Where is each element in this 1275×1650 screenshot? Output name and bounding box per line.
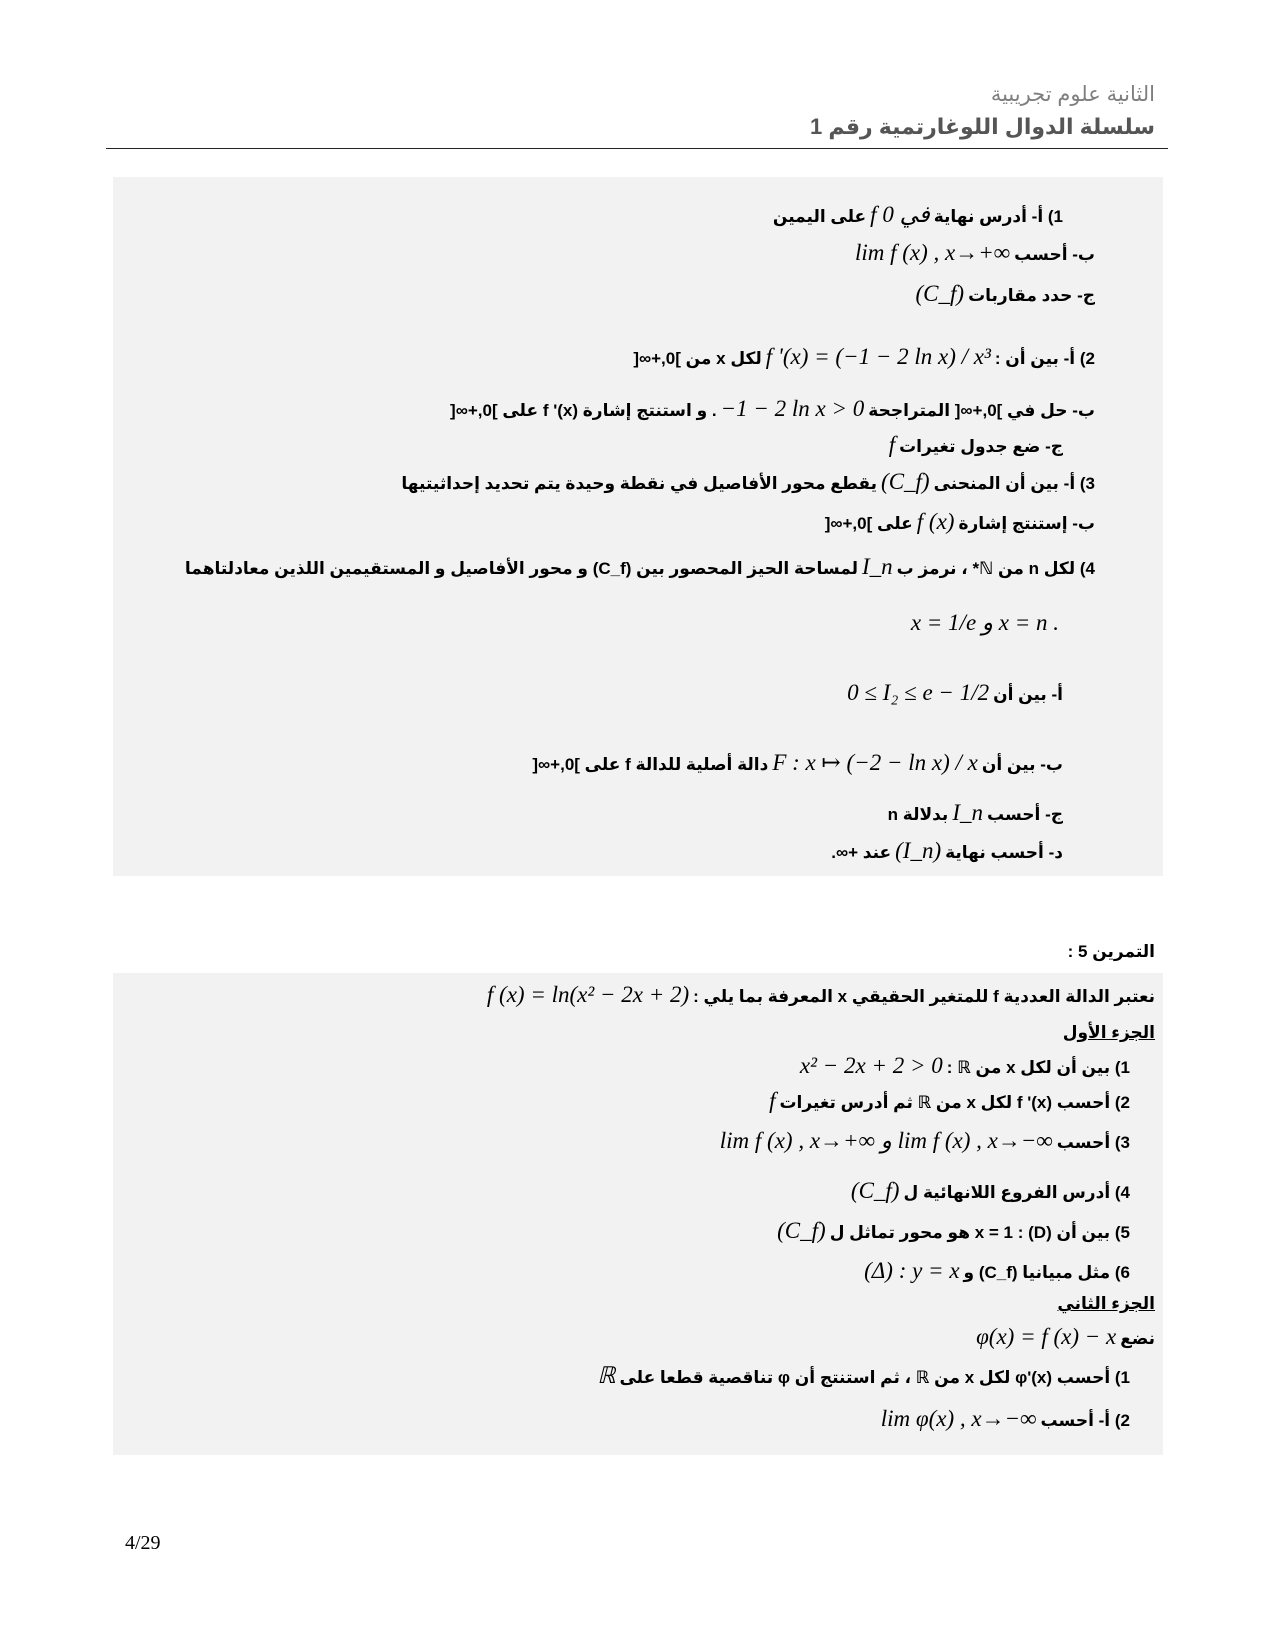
question-line: 5) بين أن (D) : x = 1 هو محور تماثل ل(C_f) bbox=[777, 1218, 1130, 1243]
question-line: x = 1/e و x = n . bbox=[910, 610, 1059, 635]
document-title: سلسلة الدوال اللوغارتمية رقم 1 bbox=[809, 114, 1155, 139]
header-divider bbox=[106, 148, 1168, 149]
question-line: ب- حل في ]0,+∞[ المتراجحة−1 − 2 ln x > 0. و استنتج إشارة f '(x) على ]0,+∞[ bbox=[450, 396, 1095, 421]
question-line: ج- حدد مقاربات(C_f) bbox=[915, 281, 1095, 306]
question-line: أ- بين أن0 ≤ I₂ ≤ e − 1/2 bbox=[847, 680, 1063, 705]
question-line: 3) أ- بين أن المنحنى(C_f)يقطع محور الأفاصيل في نقطة وحيدة يتم تحديد إحداثيتيها bbox=[401, 469, 1095, 494]
question-line: 2) أحسب f '(x) لكل x من ℝ ثم أدرس تغيراتf bbox=[769, 1088, 1130, 1113]
question-line: 4) لكل n من ℕ* ، نرمز بI_nلمساحة الحيز المحصور بين (C_f) و محور الأفاصيل و المستقيمين اللذين معادلتاهما bbox=[184, 554, 1095, 579]
question-line: ب- أحسبlim f (x) , x→+∞ bbox=[854, 240, 1095, 265]
exercise-title: التمرين 5 : bbox=[1067, 942, 1155, 961]
question-line: ج- ضع جدول تغيراتf bbox=[888, 432, 1063, 457]
exercise-intro: نعتبر الدالة العددية f للمتغير الحقيقي x المعرفة بما يلي :f (x) = ln(x² − 2x + 2) bbox=[486, 982, 1155, 1007]
part-title: الجزء الأول bbox=[1062, 1023, 1155, 1042]
document-subtitle: الثانية علوم تجريبية bbox=[990, 83, 1155, 106]
question-line: د- أحسب نهاية(I_n)عند +∞. bbox=[831, 838, 1063, 863]
question-line: 1) أحسب φ'(x) لكل x من ℝ ، ثم استنتج أن φ تناقصية قطعا علىℝ bbox=[597, 1363, 1130, 1388]
question-line: 2) أ- بين أن :f '(x) = (−1 − 2 ln x) / x³لكل x من ]0,+∞[ bbox=[633, 344, 1095, 369]
question-line: 4) أدرس الفروع اللانهائية ل(C_f) bbox=[850, 1178, 1130, 1203]
question-line: ج- أحسبI_nبدلالة n bbox=[887, 800, 1063, 825]
question-line: 1) بين أن لكل x من ℝ :x² − 2x + 2 > 0 bbox=[799, 1053, 1130, 1078]
question-line: 6) مثل مبيانيا (C_f) و(Δ) : y = x bbox=[864, 1258, 1130, 1283]
part-title: الجزء الثاني bbox=[1057, 1294, 1155, 1313]
question-line: ب- بين أنF : x ↦ (−2 − ln x) / xدالة أصلية للدالة f على ]0,+∞[ bbox=[532, 750, 1063, 775]
question-line: ب- إستنتج إشارةf (x)على ]0,+∞[ bbox=[824, 509, 1095, 534]
part-intro: نضعφ(x) = f (x) − x bbox=[976, 1324, 1155, 1349]
question-line: 3) أحسبlim f (x) , x→+∞ و lim f (x) , x→−∞ bbox=[719, 1128, 1130, 1153]
page-number: 4/29 bbox=[125, 1532, 161, 1554]
question-line: 1) أ- أدرس نهايةf في 0على اليمين bbox=[772, 202, 1063, 227]
question-line: 2) أ- أحسبlim φ(x) , x→−∞ bbox=[880, 1406, 1130, 1431]
